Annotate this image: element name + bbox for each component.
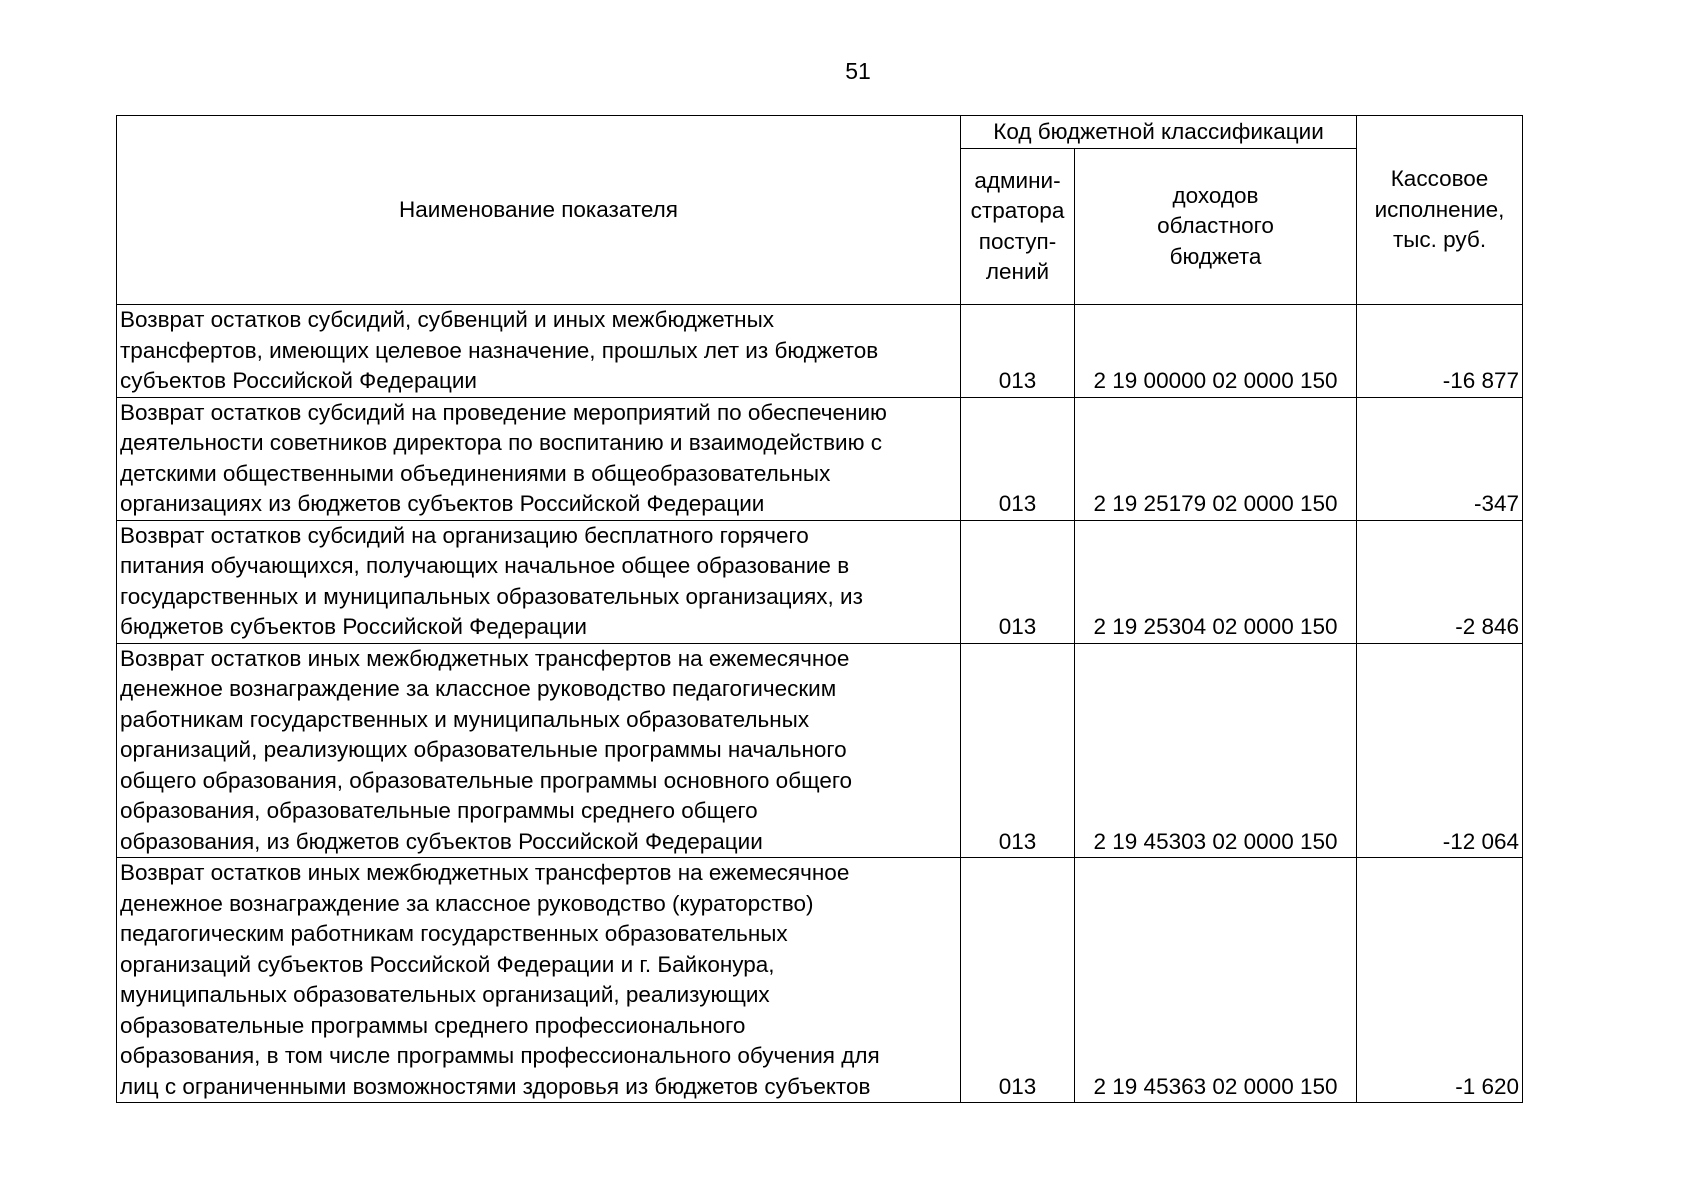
row-budget-code: 2 19 00000 02 0000 150 [1075,305,1357,398]
table-row [117,397,1523,520]
header-amount: Кассовое исполнение, тыс. руб. [1357,116,1523,305]
row-name: Возврат остатков иных межбюджетных трансфертов на ежемесячное денежное вознаграждение за классное руководство (кураторство) педагогическим работникам государственных образовательных организаций субъектов Российской Федерации и г. Байконура, муниципальных образовательных организаций, реализующих образовательные программы среднего профессионального образования, в том числе программы профессионального обучения для лиц с ограниченными возможностями здоровья из бюджетов субъектов [117,858,961,1103]
table-row [117,858,1523,1103]
row-admin-code: 013 [961,520,1075,643]
row-amount: -12 064 [1357,643,1523,858]
table-row [117,305,1523,398]
page-number: 51 [845,58,871,84]
row-admin-code: 013 [961,643,1075,858]
header-income: доходов областного бюджета [1075,149,1357,305]
row-amount: -16 877 [1357,305,1523,398]
header-admin: админи- стратора поступ- лений [961,149,1075,305]
row-budget-code: 2 19 45303 02 0000 150 [1075,643,1357,858]
header-code-group: Код бюджетной классификации [961,116,1357,149]
row-admin-code: 013 [961,858,1075,1103]
row-name: Возврат остатков субсидий на организацию бесплатного горячего питания обучающихся, получающих начальное общее образование в государственных и муниципальных образовательных организациях, из бюджетов субъектов Российской Федерации [117,520,961,643]
row-name: Возврат остатков субсидий, субвенций и иных межбюджетных трансфертов, имеющих целевое назначение, прошлых лет из бюджетов субъектов Российской Федерации [117,305,961,398]
row-amount: -347 [1357,397,1523,520]
header-name: Наименование показателя [117,116,961,305]
row-amount: -2 846 [1357,520,1523,643]
row-amount: -1 620 [1357,858,1523,1103]
row-budget-code: 2 19 45363 02 0000 150 [1075,858,1357,1103]
row-budget-code: 2 19 25304 02 0000 150 [1075,520,1357,643]
row-admin-code: 013 [961,305,1075,398]
table-viewport [116,115,1526,1120]
row-admin-code: 013 [961,397,1075,520]
row-budget-code: 2 19 25179 02 0000 150 [1075,397,1357,520]
budget-table [116,115,1523,1103]
table-row [117,520,1523,643]
table-row [117,643,1523,858]
row-name: Возврат остатков субсидий на проведение мероприятий по обеспечению деятельности советников директора по воспитанию и взаимодействию с детскими общественными объединениями в общеобразовательных организациях из бюджетов субъектов Российской Федерации [117,397,961,520]
row-name: Возврат остатков иных межбюджетных трансфертов на ежемесячное денежное вознаграждение за классное руководство педагогическим работникам государственных и муниципальных образовательных организаций, реализующих образовательные программы начального общего образования, образовательные программы основного общего образования, образовательные программы среднего общего образования, из бюджетов субъектов Российской Федерации [117,643,961,858]
